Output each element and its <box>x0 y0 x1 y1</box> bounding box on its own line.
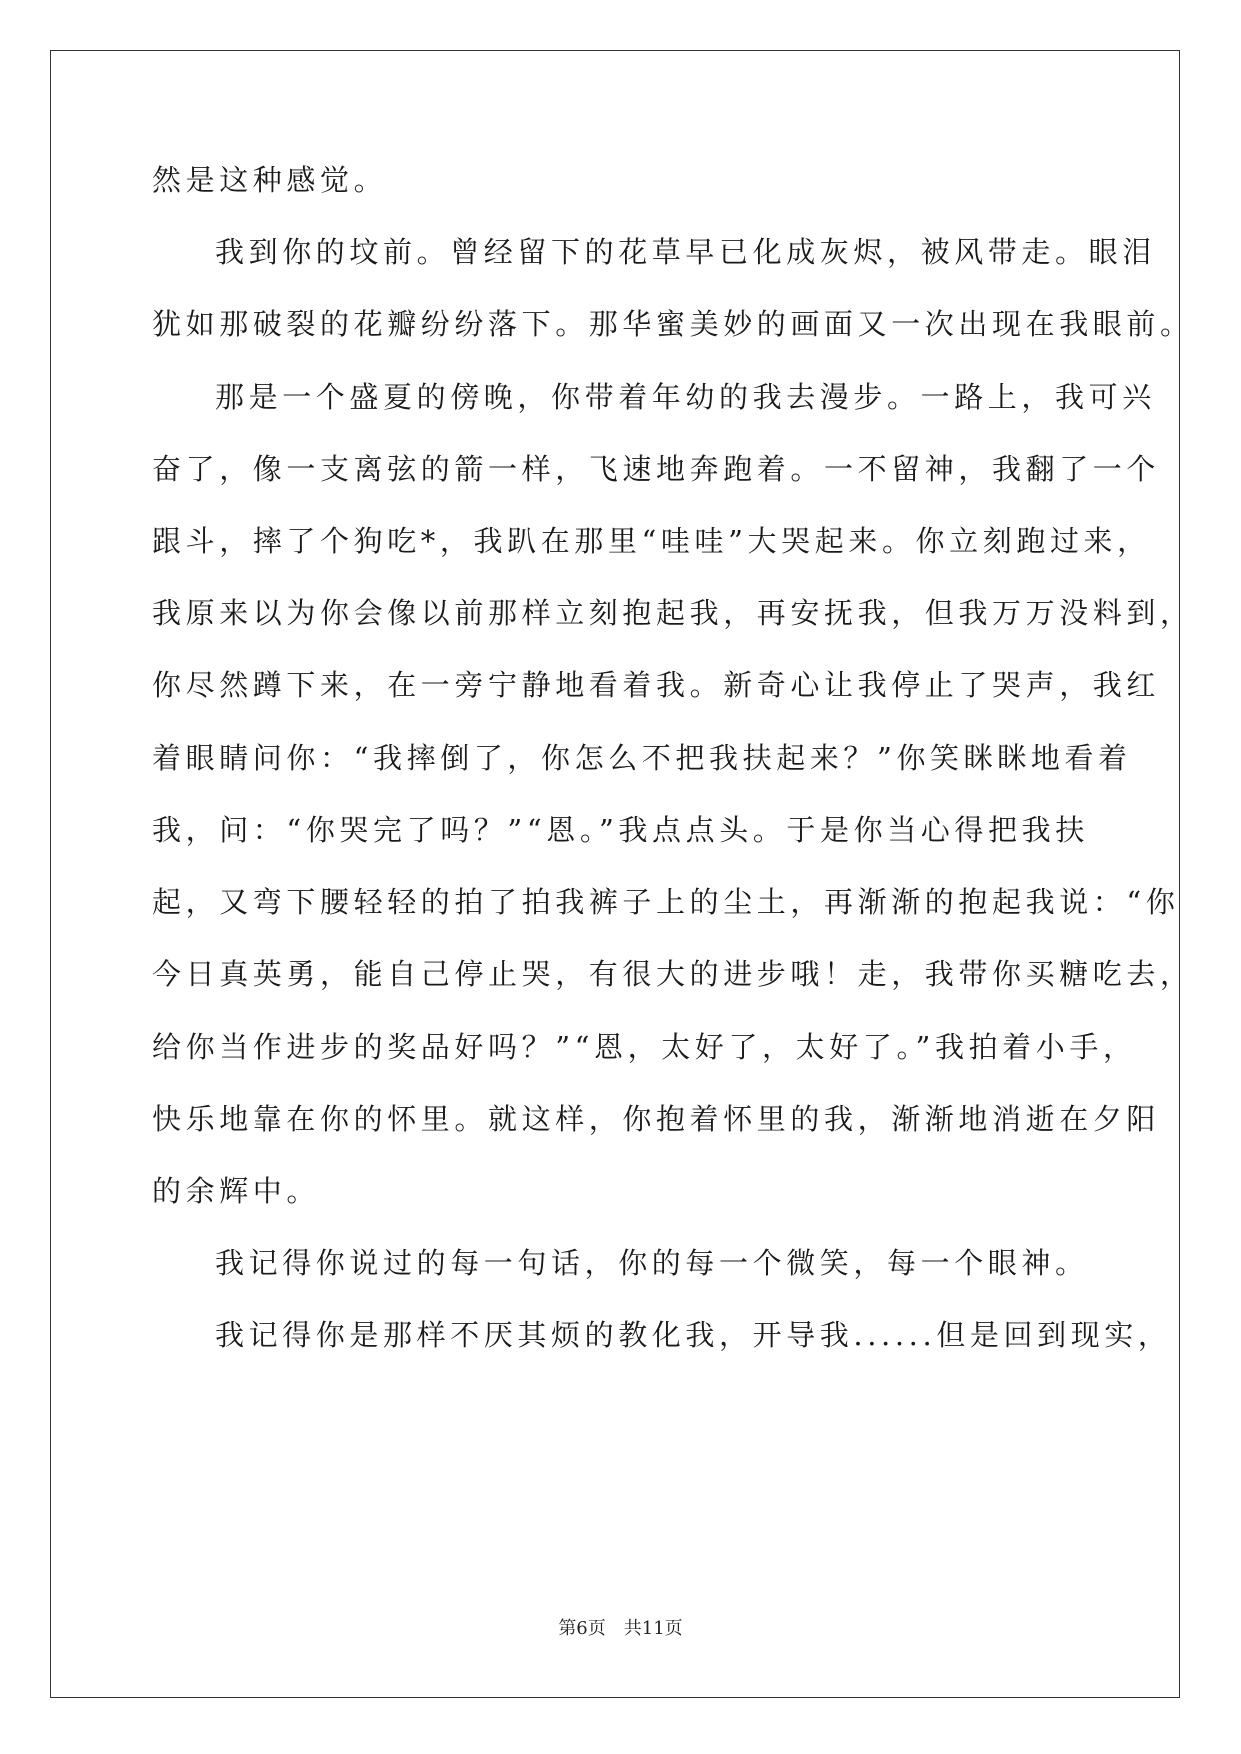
text-line: 犹如那破裂的花瓣纷纷落下。那华蜜美妙的画面又一次出现在我眼前。 <box>152 307 1194 341</box>
text-line: 奋了，像一支离弦的箭一样，飞速地奔跑着。一不留神，我翻了一个 <box>152 452 1161 486</box>
page-border <box>50 50 1180 1698</box>
text-line: 的余辉中。 <box>152 1174 321 1208</box>
page-footer <box>0 1614 1241 1640</box>
text-line: 我，问：“你哭完了吗？”“恩。”我点点头。于是你当心得把我扶 <box>152 813 1089 847</box>
text-line: 跟斗，摔了个狗吃*，我趴在那里“哇哇”大哭起来。你立刻跑过来， <box>152 524 1151 558</box>
text-line: 给你当作进步的奖品好吗？”“恩，太好了，太好了。”我拍着小手， <box>152 1030 1137 1064</box>
text-line: 快乐地靠在你的怀里。就这样，你抱着怀里的我，渐渐地消逝在夕阳 <box>152 1102 1161 1136</box>
text-line: 着眼睛问你：“我摔倒了，你怎么不把我扶起来？”你笑眯眯地看着 <box>152 741 1132 775</box>
text-line: 我记得你是那样不厌其烦的教化我，开导我......但是回到现实， <box>215 1318 1172 1352</box>
page-number: 第6页 共11页 <box>558 1618 683 1639</box>
text-line: 起，又弯下腰轻轻的拍了拍我裤子上的尘土，再渐渐的抱起我说：“你 <box>152 885 1180 919</box>
text-line: 今日真英勇，能自己停止哭，有很大的进步哦！走，我带你买糖吃去， <box>152 957 1194 991</box>
text-line: 然是这种感觉。 <box>152 163 388 197</box>
text-line: 我到你的坟前。曾经留下的花草早已化成灰烬，被风带走。眼泪 <box>215 235 1156 269</box>
text-line: 我记得你说过的每一句话，你的每一个微笑，每一个眼神。 <box>215 1246 1089 1280</box>
text-line: 我原来以为你会像以前那样立刻抱起我，再安抚我，但我万万没料到， <box>152 596 1194 630</box>
text-line: 你尽然蹲下来，在一旁宁静地看着我。新奇心让我停止了哭声，我红 <box>152 668 1161 702</box>
text-line: 那是一个盛夏的傍晚，你带着年幼的我去漫步。一路上，我可兴 <box>215 380 1156 414</box>
